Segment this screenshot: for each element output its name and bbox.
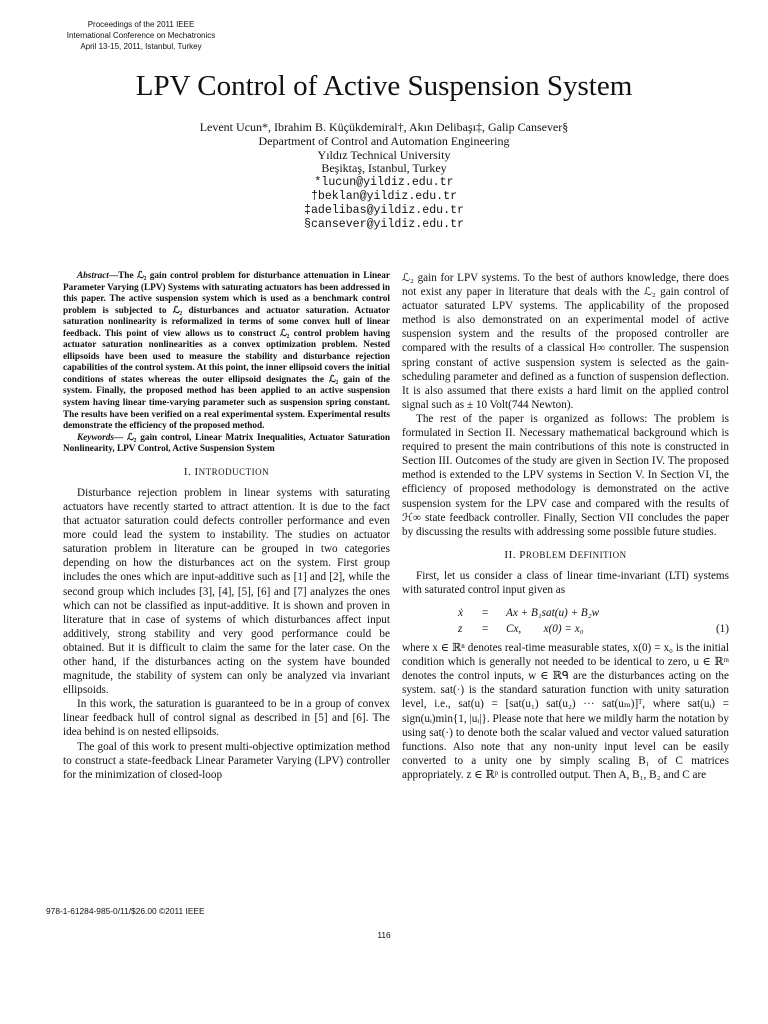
- problem-paragraph-1: First, let us consider a class of linear time-invariant (LTI) systems with saturated control input given as: [402, 569, 729, 596]
- author-address: Beşiktaş, Istanbul, Turkey: [321, 161, 447, 176]
- abstract-text: —The ℒ₂ gain control problem for disturbance attenuation in Linear Parameter Varying (LPV) Systems with saturating actuators has been addressed in this paper. The active suspension system which is used as a benchmark control problem is subjected to ℒ₂ disturbances and actuator saturation. Actuator saturation nonlinearity is reformalized in terms of some convex hull of linear feedback. This point of view allows us to construct ℒ₂ control problem having actuator saturation nonlinearities as a convex optimization problem. Nested ellipsoids have been used to measure the stability and disturbance rejection capabilities of the control system. At this point, the inner ellipsoid covers the initial conditions of states whereas the outer ellipsoid designates the ℒ₂ gain of the system. Finally, the proposed method has been applied to an active suspension system having linear time-varying parameter such as suspension spring constant. The results have been verified on a real experimental system. Experimental results demonstrate the efficiency of the proposed method.: [63, 271, 391, 432]
- section-heading-problem-definition: [402, 548, 729, 562]
- author-university: Yıldız Technical University: [317, 147, 451, 162]
- author-email-2: †beklan@yildiz.edu.tr: [310, 189, 458, 203]
- section-1-title: NTRODUCTION: [198, 466, 270, 477]
- section-heading-introduction: [63, 465, 390, 479]
- equation-rel-1: =: [482, 607, 489, 620]
- equation-rhs-2: Cx, x(0) = x₀: [506, 623, 584, 636]
- right-column: [402, 271, 729, 782]
- conference-line-2: International Conference on Mechatronics: [66, 31, 216, 40]
- equation-rel-2: =: [482, 623, 489, 636]
- problem-paragraph-2: where x ∈ ℝⁿ denotes real-time measurable states, x(0) = x₀ is the initial condition which is generally not needed to be identical to zero, u ∈ ℝᵐ denotes the control inputs, w ∈ ℝᑫ are the disturbances acting on the system. sat(·) is the standard saturation function with unity saturation level, i.e., sat(u) = [sat(u₁) sat(u₂) ··· sat(uₘ)]ᵀ, where sat(uᵢ) = sign(uᵢ)min{1, |uᵢ|}. Please note that here we mildly harm the notation by using sat(·) to denote both the scalar valued and vector valued saturation functions. Also note that any non-unity input level can be easily converted to a unity one by simply scaling B₁ of C matrices appropriately. z ∈ ℝᵖ is controlled output. Then A, B₁, B₂ and C are: [402, 642, 729, 781]
- keywords-text: — ℒ₂ gain control, Linear Matrix Inequalities, Actuator Saturation Nonlinearity, LPV Control, Active Suspension System: [63, 432, 390, 455]
- left-column: [63, 271, 390, 782]
- section-2-title-d: D: [569, 548, 578, 561]
- conference-line-3: April 13-15, 2011, Istanbul, Turkey: [80, 42, 202, 51]
- abstract-label: Abstract: [77, 271, 109, 281]
- conference-header: [46, 19, 236, 52]
- keywords-label: Keywords: [77, 432, 114, 443]
- author-email-1: *lucun@yildiz.edu.tr: [314, 176, 454, 190]
- section-2-title-b: EFINITION: [577, 549, 627, 560]
- intro-paragraph-4: ℒ₂ gain for LPV systems. To the best of authors knowledge, there does not exist any paper in literature that deals with the ℒ₂ gain control of actuator saturated LPV systems. The applicability of the proposed method is also demonstrated on an experimental model of active suspension system and the results of the proposed controller are compared with the results of a classical H∞ controller. The suspension spring constant of active suspension system is selected as the gain-scheduling parameter and defined as a function of suspension deflection. It is also assumed that there exists a hard limit on the applied control signal such as ± 10 Volt(744 Newton).: [402, 272, 729, 411]
- author-names: Levent Ucun*, Ibrahim B. Küçükdemiral†, Akın Delibaşı‡, Galip Cansever§: [199, 120, 569, 134]
- conference-line-1: Proceedings of the 2011 IEEE: [87, 20, 195, 29]
- section-2-title-a: ROBLEM: [525, 549, 570, 560]
- author-email-4: §cansever@yildiz.edu.tr: [303, 217, 465, 231]
- intro-paragraph-1: Disturbance rejection problem in linear systems with saturating actuators have recently started to attract attention. It is due to the fact that actuator saturation could defects controller performance and even more could lead the system to instability. The studies on actuator saturation problem in literature can be grouped in two categories depending on how the disturbances act on the system. First group includes the ones which are input-additive such as [1] and [2], while the second group which includes [3], [4], [5], [6] and [7] analyzes the ones which can not be classified as input-additive. It is shown and proven in literature that in case of systems of which disturbances affect input additively, strong stability and very good performance could be obtained. But it is difficult to claim the same for the later case. On the other hand, if the disturbances acting on the system have bounded magnitude, the stability of system can only be analyzed via invariant ellipsoids.: [63, 486, 390, 697]
- paper-title: LPV Control of Active Suspension System: [135, 70, 633, 102]
- keywords: [63, 433, 390, 456]
- abstract: [63, 271, 390, 433]
- intro-paragraph-5: The rest of the paper is organized as follows: The problem is formulated in Section II. Necessary mathematical background which is required to present the main contributions of this note is constructed in Section III. Outcomes of the study are given in Section IV. The proposed method is extended to the LPV systems in Section V. In Section VI, the efficiency of proposed methodology is demonstrated on the active suspension system for the LPV case and compared with the results of ℋ∞ state feedback controller. Finally, Section VII concludes the paper by discussing the results with addressing some possible future studies.: [402, 412, 729, 538]
- page-number: 116: [377, 930, 391, 940]
- intro-paragraph-3: The goal of this work to present multi-objective optimization method to construct a state-feedback Linear Parameter Varying (LPV) controller for the minimization of closed-loop: [63, 740, 390, 781]
- equation-lhs-2: z: [458, 623, 463, 636]
- section-2-numeral: II. P: [504, 548, 526, 561]
- intro-paragraph-2: In this work, the saturation is guaranteed to be in a group of convex linear feedback hull of control signal as described in [5] and [6]. The idea behind is on nested ellipsoids.: [63, 698, 390, 739]
- author-department: Department of Control and Automation Engineering: [258, 133, 510, 148]
- equation-rhs-1: Ax + B₁sat(u) + B₂w: [506, 607, 600, 620]
- copyright-notice: 978-1-61284-985-0/11/$26.00 ©2011 IEEE: [46, 906, 205, 916]
- equation-1: [402, 605, 729, 637]
- equation-number: (1): [715, 623, 729, 636]
- author-email-3: ‡adelibas@yildiz.edu.tr: [303, 203, 465, 217]
- author-block: [0, 121, 768, 231]
- equation-lhs-1: ẋ: [458, 607, 463, 620]
- section-1-numeral: I. I: [183, 465, 199, 478]
